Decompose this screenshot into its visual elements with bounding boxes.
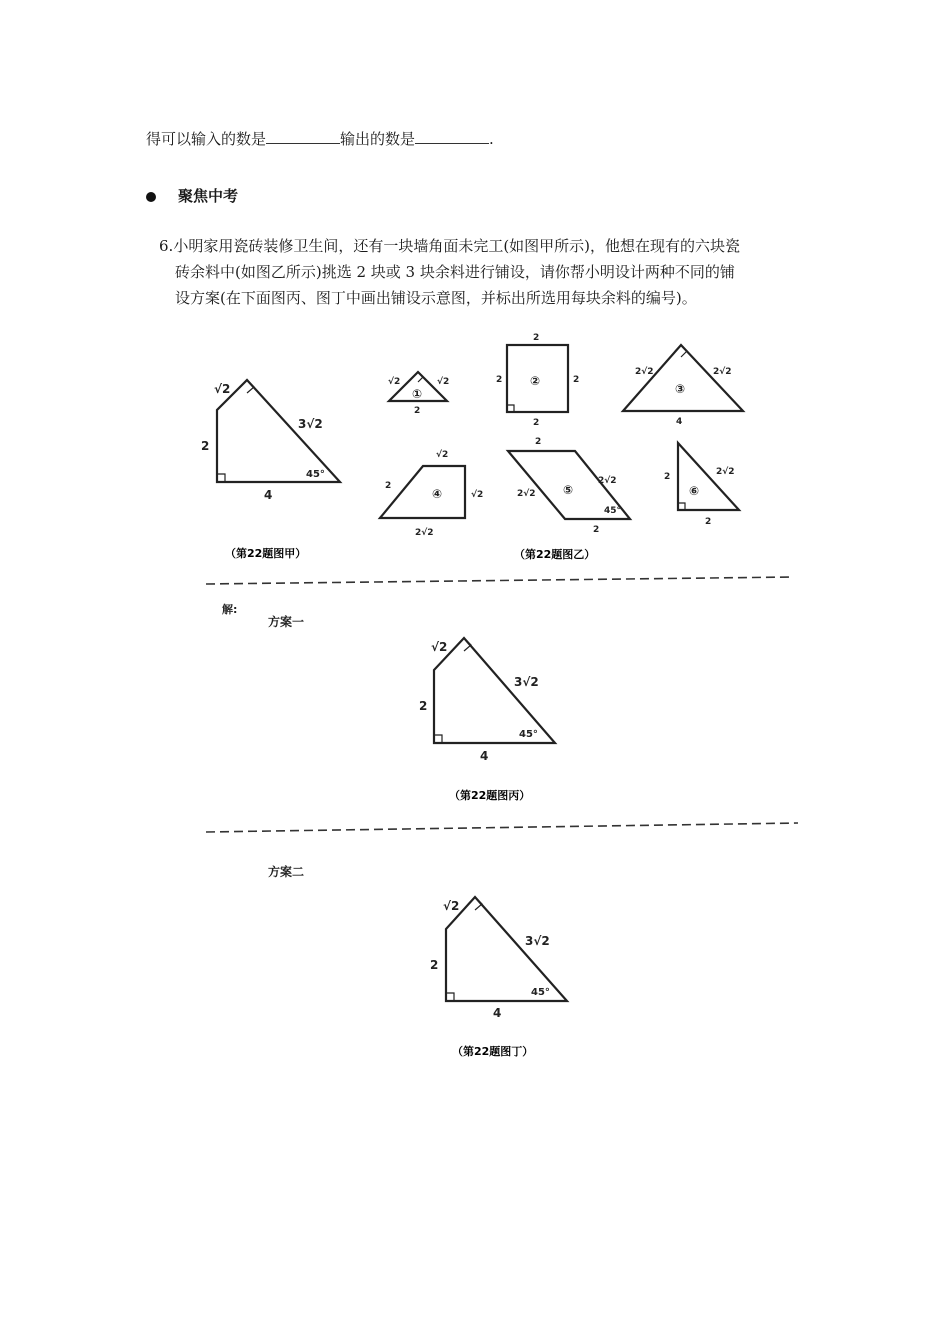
- ding-label-angle: 45°: [531, 987, 550, 998]
- solution-label: 解:: [222, 603, 238, 616]
- figure-bing: [419, 638, 555, 802]
- piece-6-label-left: 2: [664, 472, 671, 482]
- piece-1-label-c: 2: [414, 406, 421, 416]
- question-number: 6.: [159, 237, 174, 255]
- figure-ding: [430, 897, 567, 1058]
- ding-shape: [446, 897, 567, 1001]
- bing-label-left: 2: [419, 699, 428, 713]
- main-shape: [217, 380, 340, 482]
- piece-1-label-a: √2: [388, 377, 401, 387]
- main-label-left: 2: [201, 439, 210, 453]
- ding-label-3sqrt2: 3√2: [525, 934, 550, 948]
- bing-label-sqrt2: √2: [431, 640, 448, 654]
- ding-label-left: 2: [430, 958, 439, 972]
- piece-2: [496, 333, 579, 428]
- piece-5-label-right: 2√2: [598, 476, 617, 486]
- caption-bing: （第22题图丙）: [449, 789, 531, 802]
- piece-1-label-b: √2: [437, 377, 450, 387]
- piece-5-label-bottom: 2: [593, 525, 600, 535]
- main-label-sqrt2: √2: [214, 382, 231, 396]
- bing-label-bottom: 4: [480, 749, 489, 763]
- main-label-3sqrt2: 3√2: [298, 417, 323, 431]
- piece-4: [380, 449, 483, 538]
- bing-shape: [434, 638, 555, 743]
- piece-2-label-right: 2: [573, 375, 580, 385]
- piece-4-label-right: √2: [471, 490, 484, 500]
- piece-4-label-top: √2: [436, 450, 449, 460]
- top-text-part2: 输出的数是: [340, 130, 416, 148]
- piece-6-id: ⑥: [689, 484, 700, 498]
- piece-2-label-left: 2: [496, 375, 503, 385]
- caption-jia: （第22题图甲）: [225, 547, 307, 560]
- caption-yi: （第22题图乙）: [514, 548, 596, 561]
- question-line-3: 设方案(在下面图丙、图丁中画出铺设示意图，并标出所选用每块余料的编号)。: [175, 289, 697, 307]
- question-text-1: 小明家用瓷砖装修卫生间，还有一块墙角面未完工(如图甲所示)，他想在现有的六块瓷: [173, 237, 741, 255]
- ding-right-angle: [446, 993, 454, 1001]
- ding-label-sqrt2: √2: [443, 899, 460, 913]
- piece-5: [508, 437, 630, 535]
- piece-5-label-top: 2: [535, 437, 542, 447]
- main-label-angle: 45°: [306, 469, 325, 480]
- dashed-separator-2: [206, 823, 798, 832]
- piece-3-label-a: 2√2: [635, 367, 654, 377]
- caption-ding: （第22题图丁）: [452, 1045, 534, 1058]
- plan-2-label: 方案二: [268, 865, 305, 879]
- piece-3-label-b: 2√2: [713, 367, 732, 377]
- piece-1-id: ①: [412, 387, 423, 401]
- piece-4-id: ④: [432, 487, 443, 501]
- piece-2-label-top: 2: [533, 333, 540, 343]
- top-text-part1: 得可以输入的数是: [146, 130, 267, 148]
- piece-5-label-angle: 45°: [604, 506, 622, 516]
- piece-4-label-left: 2: [385, 481, 392, 491]
- plan-1-label: 方案一: [268, 615, 305, 629]
- piece-4-label-bottom: 2√2: [415, 528, 434, 538]
- section-title: 聚焦中考: [178, 187, 239, 205]
- bing-right-angle: [434, 735, 442, 743]
- dashed-separator-1: [206, 577, 793, 584]
- question-line-2: 砖余料中(如图乙所示)挑选 2 块或 3 块余料进行铺设，请你帮小明设计两种不同的铺: [175, 263, 735, 281]
- piece-6-label-hyp: 2√2: [716, 467, 735, 477]
- ding-label-bottom: 4: [493, 1006, 502, 1020]
- piece-5-label-left: 2√2: [517, 489, 536, 499]
- bing-label-3sqrt2: 3√2: [514, 675, 539, 689]
- piece-4-shape: [380, 466, 465, 518]
- right-angle-mark: [217, 474, 225, 482]
- piece-3-id: ③: [675, 382, 686, 396]
- piece-1: [388, 372, 449, 416]
- piece-6-label-bottom: 2: [705, 517, 712, 527]
- figure-main: [201, 380, 340, 560]
- piece-3-label-c: 4: [676, 417, 683, 427]
- main-label-bottom: 4: [264, 488, 273, 502]
- top-text-end: .: [489, 130, 494, 148]
- piece-2-id: ②: [530, 374, 541, 388]
- piece-5-id: ⑤: [563, 483, 574, 497]
- piece-2-label-bottom: 2: [533, 418, 540, 428]
- bing-label-angle: 45°: [519, 729, 538, 740]
- piece-6: [664, 443, 739, 527]
- piece-3: [623, 345, 743, 427]
